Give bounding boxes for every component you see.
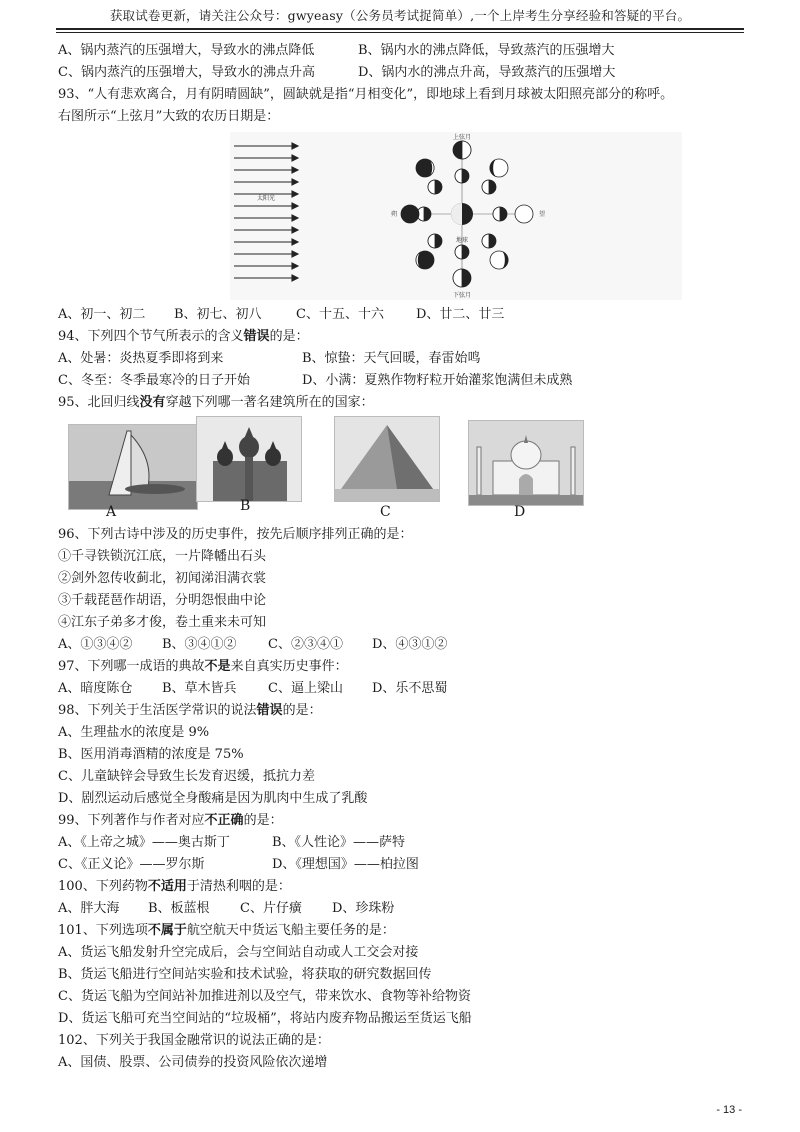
- moon-phase-svg: [230, 132, 682, 300]
- q98-stem-emphasis: 错误: [256, 703, 283, 718]
- header-rule-thin: [56, 32, 744, 33]
- q99-stem-pre: 99、下列著作与作者对应: [58, 813, 205, 828]
- q99-option-a: A、《上帝之城》——奥古斯丁: [58, 835, 230, 850]
- q99-option-b: B、《人性论》——萨特: [272, 835, 406, 850]
- q98-option-a: A、生理盐水的浓度是 9%: [58, 725, 210, 740]
- q92-option-a: A、锅内蒸汽的压强增大，导致水的沸点降低: [58, 43, 315, 58]
- q96-item-1: ①千寻铁锁沉江底，一片降幡出石头: [58, 549, 267, 564]
- sunlight-arrows: [234, 143, 298, 281]
- sunlight-label: 太阳光: [256, 195, 276, 202]
- q94-options-row2: [58, 370, 748, 392]
- q95-stem: [58, 392, 748, 414]
- q99-stem-emphasis: 不正确: [204, 813, 244, 828]
- q97-stem: [58, 656, 748, 678]
- q98-option-b: B、医用消毒酒精的浓度是 75%: [58, 747, 244, 762]
- q99-stem: [58, 810, 748, 832]
- q95-stem-emphasis: 没有: [139, 395, 166, 410]
- page-number: - 13 -: [716, 1104, 742, 1116]
- q100-stem: [58, 876, 748, 898]
- q100-options: [58, 898, 748, 920]
- q98-option-c: C、儿童缺锌会导致生长发育迟缓，抵抗力差: [58, 769, 315, 784]
- moon-phase-diagram: [230, 132, 682, 300]
- q100-stem-pre: 100、下列药物: [58, 879, 148, 894]
- photo-label-c: C: [380, 504, 391, 520]
- q99-options-row1: [58, 832, 748, 854]
- q96-item-3: ③千载琵琶作胡语，分明怨恨曲中论: [58, 593, 267, 608]
- q101-stem: [58, 920, 748, 942]
- q98-stem-pre: 98、下列关于生活医学常识的说法: [58, 703, 257, 718]
- q92-option-c: C、锅内蒸汽的压强增大，导致水的沸点升高: [58, 65, 315, 80]
- q101-stem-pre: 101、下列选项: [58, 923, 148, 938]
- q99-stem-post: 的是：: [243, 813, 283, 828]
- q94-stem-pre: 94、下列四个节气所表示的含义: [58, 329, 244, 344]
- q93-stem-line1: 93、“人有悲欢离合，月有阴晴圆缺”，圆缺就是指“月相变化”，即地球上看到月球被太阳照亮部分的称呼。: [58, 87, 674, 102]
- photo-a-burj-al-arab: [68, 424, 198, 510]
- q92-options-row1: [58, 40, 748, 62]
- q97-stem-post: 来自真实历史事件：: [230, 659, 348, 674]
- q97-stem-emphasis: 不是: [204, 659, 231, 674]
- q99-options-row2: [58, 854, 748, 876]
- q97-option-d: D、乐不思蜀: [372, 681, 448, 696]
- q100-stem-emphasis: 不适用: [147, 879, 187, 894]
- full-moon-label: 望: [538, 211, 546, 218]
- header-rule: [56, 28, 744, 30]
- q96-option-b: B、③④①②: [162, 637, 237, 652]
- q93-options: [58, 304, 748, 326]
- photo-label-a: A: [106, 504, 117, 520]
- photo-label-b: B: [240, 498, 251, 514]
- q96-option-c: C、②③④①: [268, 637, 343, 652]
- q94-option-b: B、惊蛰：天气回暖，春雷始鸣: [302, 351, 481, 366]
- q94-option-a: A、处暑：炎热夏季即将到来: [58, 351, 224, 366]
- q101-option-d: D、货运飞船可充当空间站的“垃圾桶”，将站内废弃物品搬运至货运飞船: [58, 1011, 472, 1026]
- q101-option-c: C、货运飞船为空间站补加推进剂以及空气，带来饮水、食物等补给物资: [58, 989, 471, 1004]
- q97-option-a: A、暗度陈仓: [58, 681, 133, 696]
- taj-mahal-image: [469, 421, 583, 505]
- document-body: [58, 40, 748, 1074]
- q92-option-d: D、锅内水的沸点升高，导致蒸汽的压强增大: [358, 65, 616, 80]
- q97-stem-pre: 97、下列哪一成语的典故: [58, 659, 205, 674]
- earth-label: 地球: [455, 237, 469, 244]
- q97-option-c: C、逼上梁山: [268, 681, 343, 696]
- q96-option-d: D、④③①②: [372, 637, 448, 652]
- q96-options: [58, 634, 748, 656]
- q100-option-d: D、珍珠粉: [332, 901, 395, 916]
- pyramid-image: [335, 417, 439, 501]
- q96-option-a: A、①③④②: [58, 637, 133, 652]
- q97-options: [58, 678, 748, 700]
- q101-stem-post: 航空航天中货运飞船主要任务的是：: [186, 923, 395, 938]
- q93-stem-line2: 右图所示“上弦月”大致的农历日期是：: [58, 109, 280, 124]
- q94-stem-emphasis: 错误: [243, 329, 270, 344]
- q99-option-c: C、《正义论》——罗尔斯: [58, 857, 205, 872]
- photo-d-taj-mahal: [468, 420, 584, 506]
- page-header: 获取试卷更新，请关注公众号：gwyeasy（公务员考试捉简单）,一个上岸考生分享经验和答疑的平台。: [109, 8, 691, 23]
- q94-stem: [58, 326, 748, 348]
- burj-al-arab-image: [69, 425, 197, 509]
- q98-stem: [58, 700, 748, 722]
- q92-option-b: B、锅内水的沸点降低，导致蒸汽的压强增大: [358, 43, 615, 58]
- new-moon-label: 朔: [390, 211, 398, 218]
- q100-option-c: C、片仔癀: [240, 901, 302, 916]
- q95-stem-post: 穿越下列哪一著名建筑所在的国家：: [165, 395, 374, 410]
- moon-phase-figure: [58, 132, 748, 302]
- q99-option-d: D、《理想国》——柏拉图: [272, 857, 419, 872]
- photo-label-d: D: [514, 504, 526, 520]
- q96-item-2: ②剑外忽传收蓟北，初闻涕泪满衣裳: [58, 571, 267, 586]
- q96-stem: 96、下列古诗中涉及的历史事件，按先后顺序排列正确的是：: [58, 527, 413, 542]
- q101-stem-emphasis: 不属于: [147, 923, 187, 938]
- q92-options-row2: [58, 62, 748, 84]
- q102-option-a: A、国债、股票、公司债券的投资风险依次递增: [58, 1055, 328, 1070]
- q93-option-d: D、廿二、廿三: [416, 307, 505, 322]
- q96-item-4: ④江东子弟多才俊，卷土重来未可知: [58, 615, 267, 630]
- q98-option-d: D、剧烈运动后感觉全身酸痛是因为肌肉中生成了乳酸: [58, 791, 368, 806]
- photo-b-st-basils: [196, 416, 302, 502]
- q98-stem-post: 的是：: [282, 703, 322, 718]
- q93-option-c: C、十五、十六: [296, 307, 384, 322]
- q95-stem-pre: 95、北回归线: [58, 395, 140, 410]
- q94-options-row1: [58, 348, 748, 370]
- q100-option-a: A、胖大海: [58, 901, 120, 916]
- q102-stem: 102、下列关于我国金融常识的说法正确的是：: [58, 1033, 330, 1048]
- last-quarter-label: 下弦月: [452, 292, 472, 299]
- q100-stem-post: 于清热利咽的是：: [186, 879, 291, 894]
- st-basils-image: [197, 417, 301, 501]
- first-quarter-label: 上弦月: [452, 134, 472, 141]
- q100-option-b: B、板蓝根: [148, 901, 210, 916]
- q97-option-b: B、草木皆兵: [162, 681, 237, 696]
- q101-option-b: B、货运飞船进行空间站实验和技术试验，将获取的研究数据回传: [58, 967, 432, 982]
- q95-building-photos: [58, 416, 748, 524]
- q93-option-a: A、初一、初二: [58, 307, 146, 322]
- q93-option-b: B、初七、初八: [174, 307, 262, 322]
- q94-option-d: D、小满：夏熟作物籽粒开始灌浆饱满但未成熟: [302, 373, 573, 388]
- earth-lit-half: [451, 203, 462, 225]
- photo-c-pyramid: [334, 416, 440, 502]
- q94-option-c: C、冬至：冬季最寒冷的日子开始: [58, 373, 250, 388]
- q94-stem-post: 的是：: [269, 329, 309, 344]
- q101-option-a: A、货运飞船发射升空完成后，会与空间站自动或人工交会对接: [58, 945, 419, 960]
